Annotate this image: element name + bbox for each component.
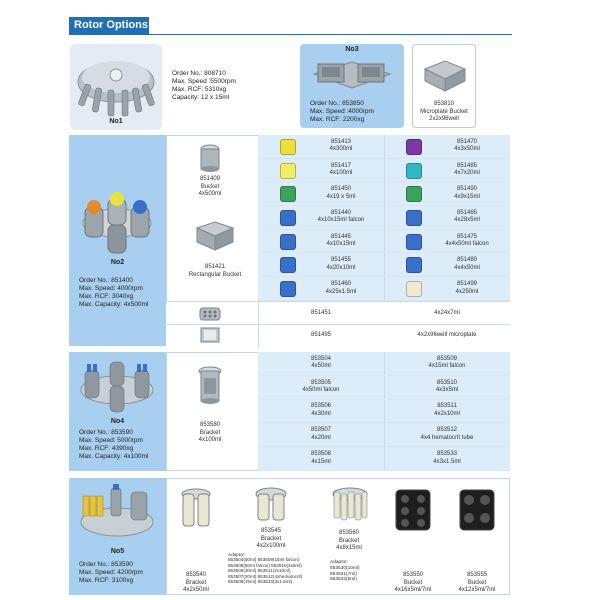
adaptor-row (384, 182, 510, 206)
no2-extra-rows (166, 301, 510, 346)
adaptor-title: Adaptor: (228, 552, 246, 557)
bucket-icon (456, 486, 498, 534)
adaptor-row (258, 423, 384, 447)
rotor-no4-illustration (75, 356, 159, 416)
adaptor-icon (280, 139, 296, 155)
code: 851421 (204, 264, 226, 270)
adaptor-text (258, 427, 384, 442)
adaptor-line: 853508(15ml) 853533(3x1.5ml) (228, 579, 293, 585)
adaptor-row (384, 159, 510, 183)
adaptor-code: 851455 (330, 257, 352, 264)
spec-line: Max. Speed :4000rpm (310, 108, 374, 116)
spec: 4x12x5ml/7ml (458, 587, 496, 593)
item-text (382, 572, 444, 595)
spec-line: Max. Capacity: 4x100ml (79, 453, 149, 461)
rect-bucket-icon (193, 218, 237, 254)
rotor-no3-specs (310, 100, 400, 124)
bucket-851409 (175, 140, 245, 208)
code: 853810 (433, 101, 455, 107)
no5-item-853555 (446, 480, 508, 592)
rotor-no2-panel (69, 135, 166, 346)
bracket-853580 (175, 362, 245, 452)
adaptor-spec: 4x4x50ml (454, 264, 480, 271)
rotor-no1-image (70, 44, 162, 130)
adaptor-title: Adaptor: (330, 560, 349, 565)
name: Bucket (200, 183, 220, 190)
adaptor-text (298, 257, 384, 272)
rect-bucket-text (175, 264, 255, 279)
adaptor-icon (280, 210, 296, 226)
adaptor-text (384, 403, 510, 418)
item-text (168, 572, 224, 595)
adaptor-code: 851440 (330, 209, 352, 216)
spec-line: Order No.: 808710 (172, 70, 226, 77)
adaptor-icon (406, 210, 422, 226)
adaptor-text (258, 356, 384, 371)
adaptor-list (228, 552, 316, 584)
adaptor-code: 851445 (330, 233, 352, 240)
adaptor-row (258, 376, 384, 400)
item-text (226, 528, 316, 551)
adaptor-851495-icon (198, 326, 222, 344)
adaptor-row (384, 376, 510, 400)
adaptor-line: 853506(30ml) 853511(2x10ml) (228, 568, 291, 574)
adaptor-text (424, 257, 510, 272)
adaptor-code: 851460 (330, 281, 352, 288)
adaptor-code: 853510 (436, 379, 458, 386)
adaptor-text (298, 163, 384, 178)
adaptor-spec: 4x20ml (311, 434, 331, 441)
spec-line: Max. RCF: 3040xg (79, 293, 134, 301)
adaptor-text (424, 281, 510, 296)
code: 853560 (338, 530, 360, 536)
adaptor-code: 853507 (310, 427, 332, 434)
rotor-no3-illustration (308, 54, 396, 98)
adaptor-icon (280, 186, 296, 202)
adaptor-spec: 4x15ml (311, 458, 331, 465)
rotor-no3-label: No3 (345, 46, 359, 53)
spec: 4x100ml (198, 437, 222, 443)
rotor-no1-specs (172, 70, 272, 103)
adaptor-text (298, 210, 384, 225)
adaptor-icon (406, 163, 422, 179)
adaptor-spec: 4x9x15ml (454, 193, 480, 200)
rotor-no1-label: No1 (109, 118, 123, 125)
adaptor-code: 853509 (436, 355, 458, 362)
item-text (318, 530, 380, 553)
adaptor-code: 851490 (456, 186, 478, 193)
adaptor-icon (280, 234, 296, 250)
adaptor-icon (406, 139, 422, 155)
adaptor-line: 853504(50ml) 853509(15ml falcon) (228, 557, 300, 563)
rotor-no5-specs (79, 561, 165, 585)
adaptor-list (330, 560, 380, 583)
adaptor-spec: 4x10x15ml (326, 241, 356, 248)
adaptor-icon (280, 163, 296, 179)
spec-line: Max. Speed: 4200rpm (79, 569, 143, 577)
name: Bracket (199, 429, 221, 436)
adaptor-text (258, 403, 384, 418)
spec: 4x16x5ml/7ml (394, 587, 432, 593)
adaptor-code: 853512 (436, 427, 458, 434)
adaptor-row (384, 135, 510, 159)
bucket-text (175, 176, 245, 199)
adaptor-code: 851499 (456, 281, 478, 288)
adaptor-text (298, 186, 384, 201)
adaptor-spec: 4x250ml (455, 288, 479, 295)
bracket-icon (254, 486, 288, 526)
spec-line: Capacity: 12 x 15ml (172, 94, 230, 102)
microplate-bucket-card (412, 44, 476, 128)
adaptor-icon (280, 281, 296, 297)
spec-line: Max. RCF: 5310xg (172, 86, 227, 94)
adaptor-icon (406, 257, 422, 273)
spec: 4x500ml (198, 191, 222, 197)
adaptor-text (298, 234, 384, 249)
adaptor-spec: 4x25x1.5ml (325, 288, 357, 295)
row-divider (166, 324, 510, 325)
adaptor-spec: 4x19 x 5ml (326, 193, 356, 200)
spec-line: Max. RCF: 2200xg (310, 116, 365, 124)
microplate-bucket-icon (421, 57, 469, 93)
spec-line: Order No.: 853590 (79, 561, 133, 568)
adaptor-code: 853504 (310, 355, 332, 362)
adaptor-row (384, 206, 510, 230)
adaptor-spec: 4x10x15ml falcon (317, 217, 365, 224)
adaptor-code: 853511 (437, 403, 457, 410)
no5-item-853540 (168, 480, 224, 592)
spec-line: Order No.: 853850 (310, 100, 364, 107)
adaptor-row (258, 400, 384, 424)
name: Bucket (403, 579, 423, 586)
adaptor-row (258, 352, 384, 376)
rotor-no4-panel (69, 352, 166, 471)
code: 853545 (260, 528, 282, 534)
no5-item-853550 (382, 480, 444, 592)
spec: 4x2x50ml (183, 587, 209, 593)
adaptor-row (258, 159, 384, 183)
adaptor-code: 851413 (330, 138, 352, 145)
adaptor-icon (406, 281, 422, 297)
adaptor-line: 853507(20ml) 853512(4xhematocrit) (228, 573, 303, 579)
adaptor-row (384, 254, 510, 278)
adaptor-row (258, 182, 384, 206)
adaptor-code: 851470 (456, 138, 478, 145)
adaptor-text (424, 234, 510, 249)
adaptor-row (384, 447, 510, 471)
adaptor-text (258, 380, 384, 395)
rotor-no2-illustration (77, 187, 157, 257)
spec-line: Max. Speed :5500rpm (172, 78, 236, 86)
rotor-no4-specs (79, 429, 165, 462)
adaptor-851451-spec: 4x24x7ml (434, 310, 460, 316)
adaptor-icon (406, 186, 422, 202)
bracket-icon (180, 488, 212, 532)
adaptor-text (298, 281, 384, 296)
rotor-no5-panel (69, 478, 166, 595)
adaptor-text (424, 210, 510, 225)
adaptor-text (424, 139, 510, 154)
adaptor-text (384, 380, 510, 395)
adaptor-851451-icon (198, 306, 222, 322)
adaptor-spec: 4x7x20ml (454, 170, 480, 177)
adaptor-851495-spec: 4x2x96well microplate (417, 332, 477, 338)
adaptor-851495-code: 851495 (310, 332, 332, 338)
adaptor-code: 851480 (456, 257, 478, 264)
bucket-icon (392, 486, 434, 534)
adaptor-row (258, 277, 384, 301)
bracket-icon (330, 486, 370, 524)
adaptor-spec: 4x20x10ml (326, 264, 356, 271)
adaptor-spec: 4x3x50ml (454, 146, 480, 153)
spec-line: Max. RCF: 4390xg (79, 445, 134, 453)
name: Microplate Bucket (420, 108, 468, 115)
name: Bracket (260, 535, 282, 542)
adaptor-row (384, 423, 510, 447)
bucket-icon (199, 144, 221, 172)
code: 853540 (185, 572, 207, 578)
spec-line: Max. Speed: 4000rpm (79, 285, 143, 293)
rect-bucket-851421 (175, 212, 255, 292)
adaptor-code: 851417 (330, 162, 352, 169)
rotor-no5-label: No5 (110, 548, 125, 555)
adaptor-row (258, 447, 384, 471)
adaptor-line: 853505(50ml falcon) 853510(3x5ml) (228, 562, 302, 568)
adaptor-text (384, 356, 510, 371)
adaptor-code: 853508 (310, 451, 332, 458)
adaptor-spec: 4x4x50ml falcon (445, 241, 489, 248)
adaptor-spec: 4x3x5ml (435, 387, 459, 394)
name: Bracket (185, 579, 207, 586)
rotor-no2-specs (79, 277, 165, 310)
adaptor-spec: 4x30ml (311, 410, 331, 417)
adaptor-code: 851485 (456, 162, 478, 169)
adaptor-spec: 4x15ml falcon (428, 363, 466, 370)
rotor-no5-illustration (75, 482, 159, 546)
adaptor-icon (406, 234, 422, 250)
spec-line: Max. RCF: 3100xg (79, 577, 134, 585)
spec-line: Max. Capacity: 4x500ml (79, 301, 149, 309)
adaptor-text (384, 451, 510, 466)
spec: 4x2x100ml (256, 543, 286, 549)
rotor-no2-label: No2 (110, 259, 125, 266)
name: Rectangular Bucket (188, 271, 242, 278)
adaptor-text (298, 139, 384, 154)
spec-line: Max. Speed: 5000rpm (79, 437, 143, 445)
adaptor-code: 853505 (310, 379, 332, 386)
adaptor-line: 853530(10ml) (330, 565, 360, 571)
adaptor-text (258, 451, 384, 466)
item-text (446, 572, 508, 595)
adaptor-code: 851475 (456, 233, 478, 240)
adaptor-row (384, 400, 510, 424)
adaptor-row (258, 135, 384, 159)
adaptor-row (384, 352, 510, 376)
adaptor-spec: 4x50ml falcon (302, 387, 340, 394)
code: 853555 (466, 572, 488, 578)
spec: 4x8x15ml (336, 545, 362, 551)
name: Bucket (467, 579, 487, 586)
code: 853580 (199, 422, 221, 428)
bracket-text (175, 422, 245, 445)
adaptor-text (424, 186, 510, 201)
adaptor-line: 853532(5ml) (330, 577, 357, 583)
adaptor-code: 853533 (436, 451, 458, 458)
spec-line: Order No.: 853590 (79, 429, 133, 436)
no5-item-853560 (318, 480, 380, 592)
adaptor-row (384, 230, 510, 254)
code: 851409 (199, 176, 221, 182)
adaptor-spec: 4x28x5ml (454, 217, 480, 224)
spec-line: Order No.: 851400 (79, 277, 133, 284)
bracket-icon (197, 366, 223, 406)
adaptor-text (384, 427, 510, 442)
code: 853550 (402, 572, 424, 578)
name: Bracket (338, 537, 360, 544)
adaptor-row (258, 254, 384, 278)
section-title: Rotor Options (69, 17, 149, 34)
adaptor-row (258, 206, 384, 230)
adaptor-row (384, 277, 510, 301)
adaptor-code: 851450 (330, 186, 352, 193)
adaptor-line: 853531(7ml) (330, 571, 357, 577)
rotor-no4-label: No4 (110, 418, 125, 425)
adaptor-spec: 4x50ml (311, 363, 331, 370)
microplate-bucket-text (413, 101, 475, 124)
adaptor-spec: 4x100ml (329, 170, 353, 177)
rotor-no3-image (300, 44, 404, 128)
no5-item-853545 (226, 480, 316, 592)
adaptor-row (258, 230, 384, 254)
adaptor-spec: 4x2x10ml (434, 410, 460, 417)
adaptor-code: 851465 (456, 209, 478, 216)
adaptor-851451-code: 851451 (310, 310, 332, 316)
adaptor-code: 853506 (310, 403, 332, 410)
adaptor-spec: 4x300ml (329, 146, 353, 153)
spec: 2x2x96well (429, 116, 459, 122)
title-underline (69, 34, 512, 35)
adaptor-spec: 4x3x1.5ml (433, 458, 461, 465)
adaptor-text (424, 163, 510, 178)
adaptor-icon (280, 257, 296, 273)
adaptor-spec: 4x4 hematocrit tube (420, 434, 474, 441)
